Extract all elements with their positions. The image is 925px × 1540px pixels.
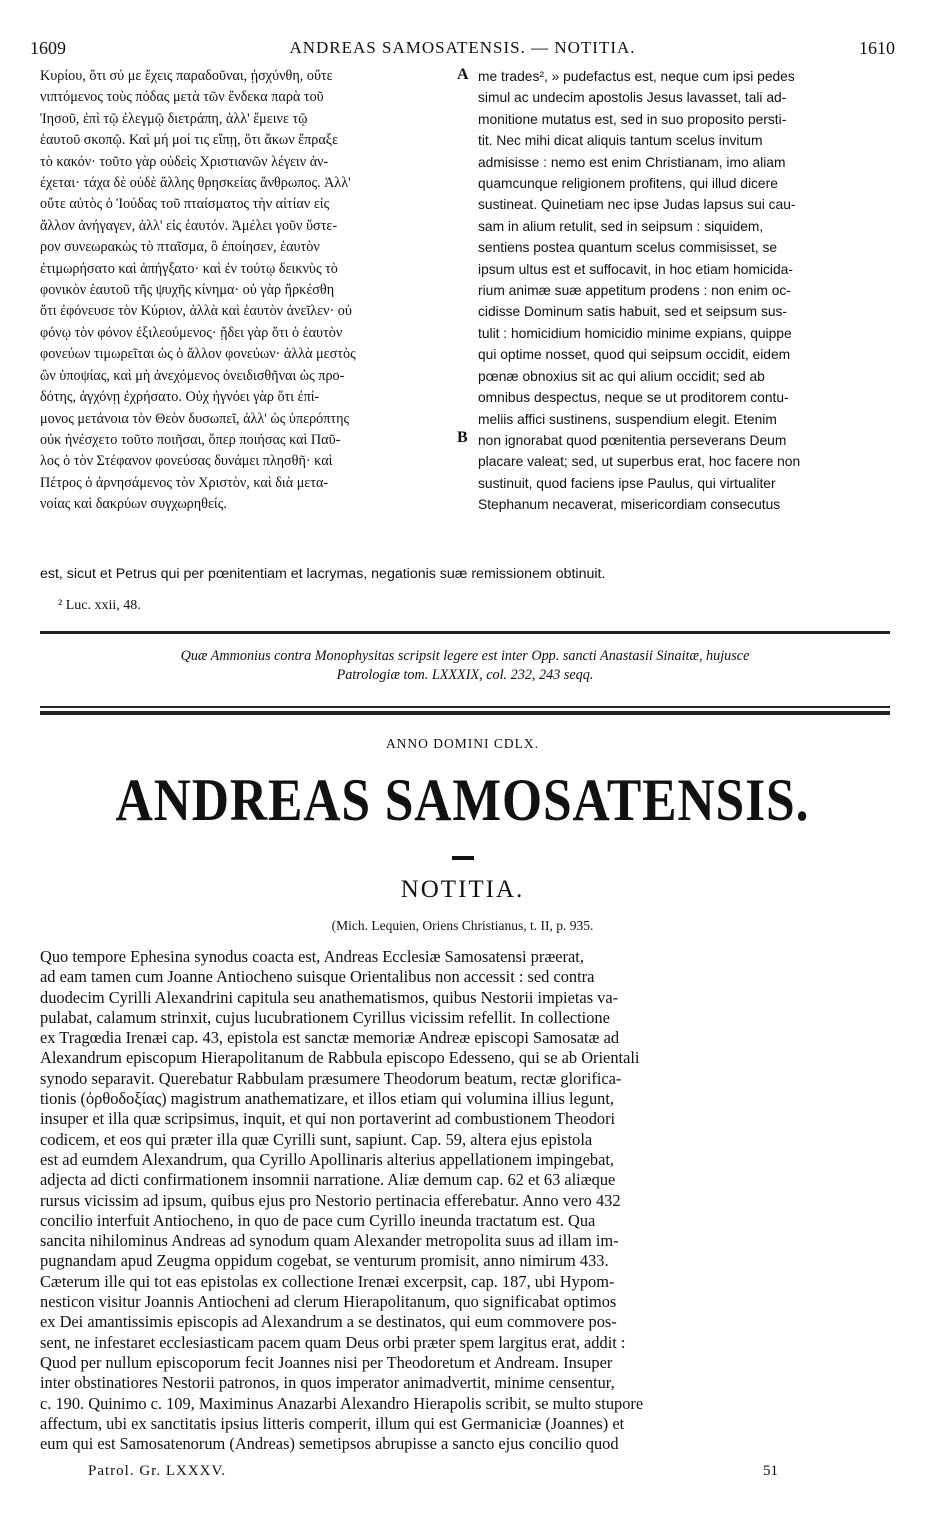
latin-line: sustineat. Quinetiam nec ipse Judas lapsus sui cau- [478, 197, 796, 213]
series-footer: Patrol. Gr. LXXXV. [88, 1463, 227, 1479]
body-line: sancita nihilominus Andreas ad synodum quam Alexander metropolita suus ad illam im- [40, 1231, 619, 1251]
body-line: eum qui est Samosatenorum (Andreas) semetipsos abrupisse a sancto ejus concilio quod [40, 1434, 619, 1454]
latin-line: qui optime nosset, quod qui seipsum occidit, eidem [478, 347, 791, 363]
body-line: insuper et illa quæ scripsimus, inquit, et qui non portaverint ad combustionem Theodori [40, 1109, 616, 1129]
body-line: sent, ne infestaret ecclesiasticam pacem quam Deus orbi præter spem largitus erat, addit : [40, 1332, 626, 1352]
greek-line: ὢν ὑποψίας, καὶ μὴ ἀνεχόμενος ὀνειδισθῆναι ὡς προ- [40, 367, 345, 384]
rule-thick [40, 631, 890, 634]
greek-line: νοίας καὶ δακρύων συγχωρηθείς. [40, 496, 227, 513]
right-column-number: 1610 [859, 38, 895, 58]
greek-line: φονικὸν ἑαυτοῦ τῆς ψυχῆς κίνημα· οὐ γὰρ ἤρκέσθη [40, 282, 335, 299]
body-line: tionis (ὀρθοδοξίας) magistrum anathematizare, et illos etiam qui volumina illius legunt, [40, 1089, 615, 1109]
greek-line: δότης, ἀγχόνῃ ἐχρήσατο. Οὐχ ἠγνόει γὰρ ὅτι ἐπί- [40, 389, 320, 406]
latin-line: rium animæ suæ appetitum prodens : non enim oc- [478, 283, 791, 299]
greek-line: οὐκ ἠνέσχετο τοῦτο ποιῆσαι, ὅπερ ποιήσας καὶ Παῦ- [40, 431, 341, 448]
body-line: inter obstinatiores Nestorii patronos, in quos imperator animadvertit, minime censentur, [40, 1373, 615, 1393]
greek-line: τὸ κακόν· τοῦτο γὰρ οὐδεὶς Χριστιανῶν λέγειν ἀν- [40, 153, 329, 170]
latin-line: tulit : homicidium homicidio minime expians, quippe [478, 325, 792, 341]
greek-line: ὅτι ἐφόνευσε τὸν Κύριον, ἀλλὰ καὶ ἑαυτὸν ἀνεῖλεν· οὐ [40, 303, 352, 320]
body-line: Quod per nullum episcoporum fecit Joannes nisi per Theodoretum et Andream. Insuper [40, 1352, 613, 1372]
greek-line: Κυρίου, ὅτι σύ με ἔχεις παραδοῦναι, ᾐσχύνθη, οὔτε [40, 68, 333, 84]
year-heading: ANNO DOMINI CDLX. [385, 736, 540, 751]
source-citation: (Mich. Lequien, Oriens Christianus, t. II, p. 935. [331, 918, 594, 933]
body-line: pugnandam apud Zeugma oppidum cogebat, se venturum promisit, anno nimirum 433. [40, 1251, 609, 1271]
latin-column [478, 66, 890, 516]
greek-line: έχεται· τάχα δὲ οὐδὲ ἄλλης θρησκείας ἄνθρωπος. Ἀλλ' [40, 175, 351, 192]
column-marker-b: B [457, 429, 468, 446]
latin-line: me trades², » pudefactus est, neque cum ipsi pedes [478, 69, 795, 84]
greek-line: ἐτιμωρήσατο καὶ ἀπήγξατο· καὶ ἐν τούτῳ δεικνὺς τὸ [40, 260, 338, 277]
body-line: nesticon visitur Joannis Antiocheni ad clerum Hierapolitanum, quo significabat optimos [40, 1292, 617, 1312]
greek-line: μονος μετάνοια τὸν Θεὸν δυσωπεῖ, ἀλλ' ὡς ὑπερόπτης [40, 410, 350, 427]
notitia-body [40, 947, 890, 1454]
left-column-number: 1609 [30, 38, 66, 58]
page-title: ANDREAS SAMOSATENSIS. [115, 767, 810, 833]
greek-line: φόνῳ τὸν φόνον ἐξιλεούμενος· ᾔδει γὰρ ὅτι ὁ ἑαυτὸν [40, 324, 343, 341]
greek-line: ἑαυτοῦ σκοπῷ. Καὶ μή μοί τις εἴπῃ, ὅτι ἄκων ἔπραξε [40, 132, 339, 149]
body-line: ex Dei amantissimis episcopis ad Alexandrum a se destinatos, qui eum commovere pos- [40, 1312, 617, 1332]
latin-line: sentiens postea quantum scelus commisisset, se [478, 240, 778, 256]
body-line: ad eam tamen cum Joanne Antiocheno suisque Orientalibus non accessit : sed contra [40, 967, 595, 987]
footnote: ² Luc. xxii, 48. [58, 598, 141, 613]
full-width-line: est, sicut et Petrus qui per pœnitentiam et lacrymas, negationis suæ remissionem obtinuit. [40, 566, 606, 582]
body-line: duodecim Cyrilli Alexandrini capitula seu anathematismos, quibus Nestorii impietas va- [40, 987, 619, 1007]
latin-line: sam in alium retulit, sed in seipsum : siquidem, [478, 218, 764, 234]
running-title: ANDREAS SAMOSATENSIS. — NOTITIA. [289, 38, 636, 57]
title-divider [452, 856, 474, 860]
body-line: codicem, et eos qui præter illa quæ Cyrilli sunt, sapiunt. Cap. 59, altera ejus epistola [40, 1129, 593, 1149]
latin-line: simul ac undecim apostolis Jesus lavasset, tali ad- [478, 90, 787, 106]
latin-line: non ignorabat quod pœnitentia perseverans Deum [478, 432, 787, 448]
greek-line: νιπτόμενος τοὺς πόδας μετὰ τῶν ἕνδεκα παρὰ τοῦ [40, 89, 324, 106]
editorial-notice [40, 647, 890, 685]
greek-line: Πέτρος ὁ ἀρνησάμενος τὸν Χριστὸν, καὶ διὰ μετα- [40, 474, 329, 491]
latin-line: pœnæ obnoxius sit ac qui alium occidit; sed ab [478, 368, 765, 384]
latin-line: placare valeat; sed, ut superbus erat, hoc facere non [478, 454, 801, 470]
body-line: Cæterum ille qui tot eas epistolas ex collectione Irenæi excerpsit, cap. 187, ubi Hypom- [40, 1271, 615, 1291]
greek-column [40, 66, 452, 516]
greek-line: ἄλλον ἀνήγαγεν, ἀλλ' εἰς ἑαυτόν. Ἀμέλει γοῦν ὕστε- [40, 217, 338, 234]
latin-line: cidisse Dominum satis habuit, sed et seipsum sus- [478, 304, 788, 320]
latin-line: quamcunque religionem profitens, qui illud dicere [478, 176, 778, 192]
body-line: ex Tragœdia Irenæi cap. 43, epistola est sanctæ memoriæ Andreæ episcopi Samosatæ ad [40, 1028, 620, 1048]
body-line: Alexandrum episcopum Hierapolitanum de Rabbula episcopo Edesseno, qui se ab Orientali [40, 1048, 640, 1068]
greek-line: οὔτε αὐτὸς ὁ Ἰούδας τοῦ πταίσματος τὴν αἰτίαν εἰς [40, 196, 330, 213]
greek-line: φονεύων τιμωρεῖται ὡς ὁ ἄλλον φονεύων· ἀλλὰ μεστὸς [40, 346, 356, 363]
body-line: rursus vicissim ad ipsum, quibus ejus pro Nestorio pertinacia efferebatur. Anno vero 432 [40, 1190, 621, 1210]
body-line: adjecta ad dicti confirmationem insomnii narratione. Aliæ demum cap. 62 et 63 aliæque [40, 1170, 616, 1190]
latin-line: monitione mutatus est, sed in suo proposito persti- [478, 111, 787, 127]
body-line: pulabat, calamum strinxit, cujus lucubrationem Cyrillus vicissim refellit. In collectione [40, 1007, 610, 1027]
latin-line: tit. Nec mihi dicat aliquis tantum scelus invitum [478, 133, 763, 149]
column-marker-a: A [457, 66, 469, 83]
rule-double-lower [40, 711, 890, 715]
latin-line: ipsum ultus est et suffocavit, in hoc etiam homicida- [478, 261, 793, 277]
rule-double-upper [40, 706, 890, 708]
greek-line: λος ὁ τὸν Στέφανον φονεύσας δυνάμει πλησθῆ· καὶ [40, 453, 333, 470]
latin-line: admisisse : nemo est enim Christianam, imo aliam [478, 154, 786, 170]
notice-line: Quæ Ammonius contra Monophysitas scripsit legere est inter Opp. sancti Anastasii Sinaitæ, hujusce [180, 648, 750, 664]
body-line: c. 190. Quinimo c. 109, Maximinus Anazarbi Alexandro Hierapolis scribit, se multo stupore [40, 1393, 644, 1413]
latin-line: Stephanum necaverat, misericordiam consecutus [478, 497, 781, 513]
body-line: concilio interfuit Antiocheno, in quo de pace cum Cyrillo ineunda tractatum est. Qua [40, 1210, 596, 1230]
body-line: synodo separavit. Querebatur Rabbulam præsumere Theodorum beatum, rectæ glorifica- [40, 1068, 622, 1088]
body-line: affectum, ubi ex sanctitatis ipsius litteris comperit, illum qui est Germaniciæ (Joannes) et [40, 1413, 625, 1433]
latin-line: sustinuit, quod faciens ipse Paulus, qui virtualiter [478, 475, 776, 491]
greek-line: ρον συνεωρακὼς τὸ πταῖσμα, ὃ ἐποίησεν, ἑαυτὸν [40, 239, 320, 256]
section-title: NOTITIA. [400, 876, 525, 903]
running-header [30, 38, 895, 60]
notice-line: Patrologiæ tom. LXXXIX, col. 232, 243 seqq. [336, 667, 594, 683]
signature-number: 51 [763, 1463, 778, 1479]
greek-line: Ἰησοῦ, ἐπὶ τῷ ἐλεγμῷ διετράπη, ἀλλ' ἔμεινε τῷ [40, 110, 308, 127]
latin-line: meliis affici sustinens, suspendium elegit. Etenim [478, 411, 777, 427]
latin-line: omnibus despectus, neque se ut proditorem contu- [478, 390, 789, 406]
body-line: est ad eumdem Alexandrum, qua Cyrillo Apollinaris alterius appellationem impingebat, [40, 1149, 614, 1169]
body-line: Quo tempore Ephesina synodus coacta est, Andreas Ecclesiæ Samosatensi præerat, [40, 947, 584, 966]
